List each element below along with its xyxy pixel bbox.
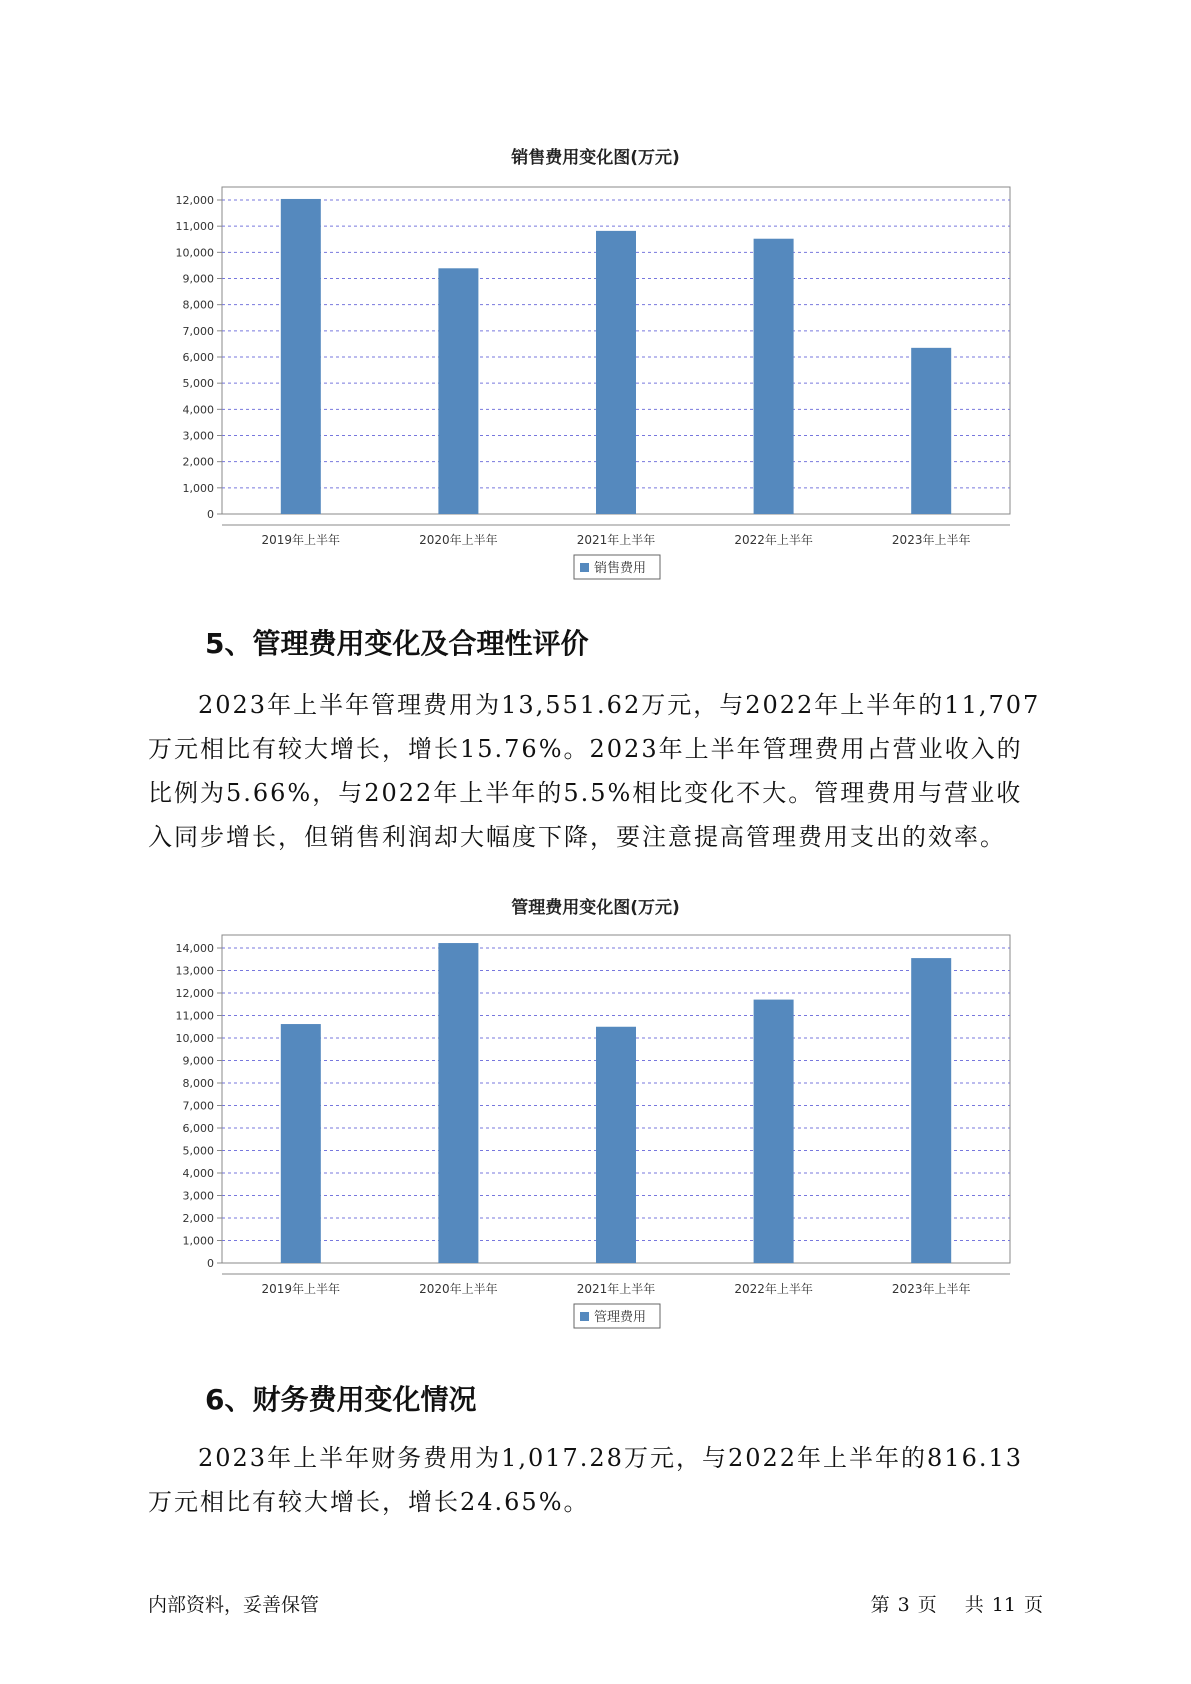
admin-expense-chart-title: 管理费用变化图(万元) xyxy=(511,898,680,918)
bar xyxy=(438,943,478,1263)
y-tick-label: 14,000 xyxy=(175,942,214,955)
page-current: 3 xyxy=(897,1594,910,1616)
y-tick-label: 3,000 xyxy=(182,1189,214,1203)
y-tick-label: 13,000 xyxy=(175,964,214,978)
legend-swatch xyxy=(580,1312,589,1321)
y-tick-label: 10,000 xyxy=(175,246,214,260)
section-5-heading: 5、管理费用变化及合理性评价 xyxy=(205,627,589,660)
section-6-paragraph: 2023年上半年财务费用为1,017.28万元，与2022年上半年的816.13万元相比有较大增长，增长24.65%。 xyxy=(148,1444,1024,1516)
bar xyxy=(438,268,478,514)
x-tick-label: 2020年上半年 xyxy=(419,533,498,547)
bar xyxy=(754,1000,794,1263)
total-unit: 页 xyxy=(1023,1594,1043,1616)
bar xyxy=(596,1027,636,1263)
x-tick-label: 2019年上半年 xyxy=(261,533,341,547)
y-tick-label: 6,000 xyxy=(182,351,214,364)
y-tick-label: 4,000 xyxy=(182,403,214,417)
legend-label: 销售费用 xyxy=(594,561,647,576)
x-tick-label: 2022年上半年 xyxy=(734,1282,813,1296)
bar xyxy=(281,1024,321,1263)
bar xyxy=(281,199,321,514)
x-tick-label: 2021年上半年 xyxy=(576,1282,656,1296)
bar xyxy=(911,958,951,1263)
sales-expense-chart-title: 销售费用变化图(万元) xyxy=(511,148,680,168)
y-tick-label: 1,000 xyxy=(182,481,214,495)
bar xyxy=(911,348,951,514)
section-5-paragraph: 2023年上半年管理费用为13,551.62万元，与2022年上半年的11,707万元相比有较大增长，增长15.76%。2023年上半年管理费用占营业收入的比例为5.66%，与2022年上半年的5.5%相比变化不大。管理费用与营业收入同步增长，但销售利润却大幅度下降，要注意提高管理费用支出的效率。 xyxy=(148,691,1041,851)
y-tick-label: 9,000 xyxy=(182,272,214,286)
footer-page-number xyxy=(863,1590,1043,1617)
legend-label: 管理费用 xyxy=(594,1310,647,1325)
y-tick-label: 12,000 xyxy=(175,194,214,207)
y-tick-label: 6,000 xyxy=(182,1122,214,1135)
x-tick-label: 2019年上半年 xyxy=(261,1282,341,1296)
page-prefix: 第 xyxy=(870,1594,890,1616)
section-6-heading: 6、财务费用变化情况 xyxy=(205,1383,477,1416)
sales-expense-chart xyxy=(0,165,1191,585)
y-tick-label: 0 xyxy=(207,508,214,521)
x-tick-label: 2023年上半年 xyxy=(891,533,971,547)
footer-confidential-note: 内部资料，妥善保管 xyxy=(148,1594,320,1616)
bar xyxy=(754,239,794,514)
x-tick-label: 2021年上半年 xyxy=(576,533,656,547)
legend-swatch xyxy=(580,563,589,572)
bar xyxy=(596,231,636,514)
y-tick-label: 5,000 xyxy=(182,377,214,391)
y-tick-label: 9,000 xyxy=(182,1054,214,1068)
y-tick-label: 2,000 xyxy=(182,1212,214,1225)
y-tick-label: 11,000 xyxy=(175,1009,214,1023)
y-tick-label: 4,000 xyxy=(182,1167,214,1180)
y-tick-label: 7,000 xyxy=(182,324,214,338)
y-tick-label: 7,000 xyxy=(182,1099,214,1113)
y-tick-label: 11,000 xyxy=(175,220,214,234)
y-tick-label: 8,000 xyxy=(182,1077,214,1090)
y-tick-label: 0 xyxy=(207,1257,214,1270)
page-total: 11 xyxy=(991,1594,1016,1616)
page-unit: 页 xyxy=(917,1594,937,1616)
y-tick-label: 5,000 xyxy=(182,1144,214,1158)
admin-expense-chart xyxy=(0,915,1191,1345)
x-tick-label: 2023年上半年 xyxy=(891,1282,971,1296)
y-tick-label: 10,000 xyxy=(175,1032,214,1045)
y-tick-label: 2,000 xyxy=(182,455,214,469)
y-tick-label: 1,000 xyxy=(182,1234,214,1248)
total-prefix: 共 xyxy=(964,1594,984,1616)
y-tick-label: 3,000 xyxy=(182,429,214,443)
x-tick-label: 2022年上半年 xyxy=(734,533,813,547)
x-tick-label: 2020年上半年 xyxy=(419,1282,498,1296)
y-tick-label: 12,000 xyxy=(175,987,214,1000)
y-tick-label: 8,000 xyxy=(182,298,214,312)
